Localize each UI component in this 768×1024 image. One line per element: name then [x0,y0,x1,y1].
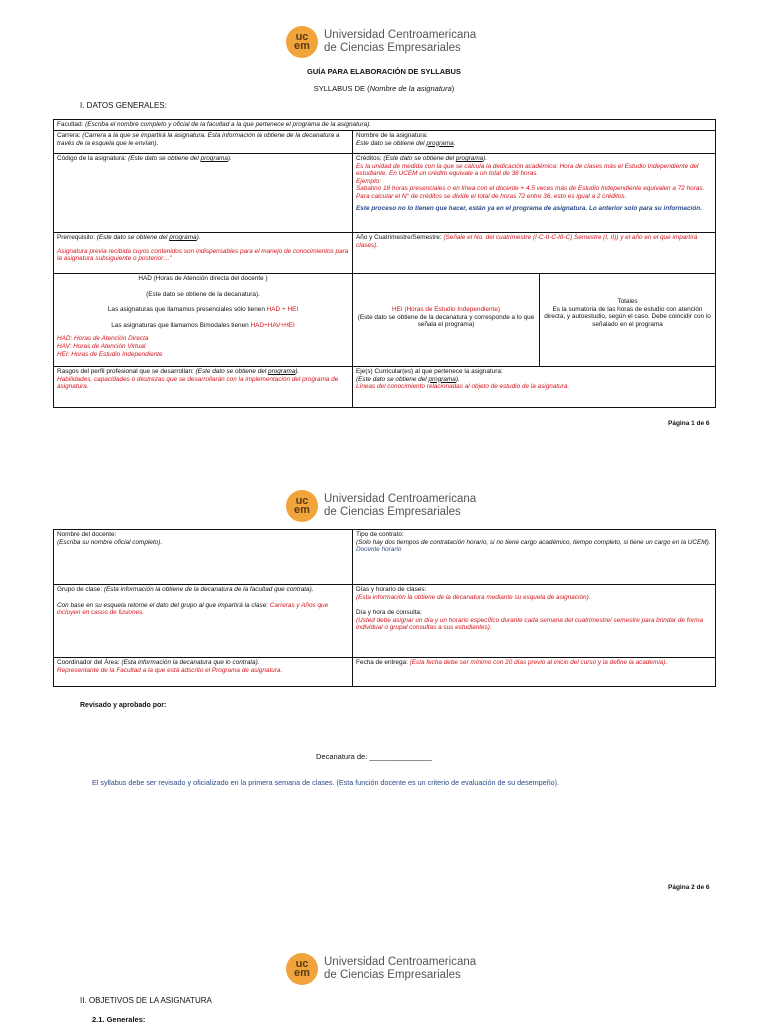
subsection-generales: 2.1. Generales: [92,1015,146,1024]
ucem-logo-icon: uc em [286,490,318,522]
cell-nombre-docente: Nombre del docente: (Escriba su nombre oficial completo). [53,529,353,585]
cell-eje-curricular: Eje(s) Curricular(es) al que pertenece la asignatura: (Este dato se obtiene del programa). Líneas del conocimiento relacionadas al objeto de estudio de la asignatura. [352,366,716,408]
cell-prerrequisito: Prerrequisito: (Este dato se obtiene del programa). Asignatura previa recibida cuyos contenidos son indispensables para el manejo de conocimientos para la asignatura subsiguiente o posterior…" [53,232,353,274]
logo-line-2: de Ciencias Empresariales [324,969,461,981]
logo-line-1: Universidad Centroamericana [324,956,477,968]
cell-anio-cuatrimestre: Año y Cuatrimestre/Semestre: (Señale el No. del cuatrimestre (I-C-II-C-III-C) Semestre (I, II)) y el año en el que impartirá clases). [352,232,716,274]
logo-line-1: Universidad Centroamericana [324,29,477,41]
cell-carrera: Carrera: (Carrera a la que se impartirá la asignatura. Esta información la obtiene de la decanatura a través de la esquela que le envían). [53,130,353,154]
cell-codigo: Código de la asignatura: (Este dato se obtiene del programa). [53,153,353,233]
section-heading-objetivos: II. OBJETIVOS DE LA ASIGNATURA [80,996,212,1005]
syllabus-note: El syllabus debe ser revisado y oficializado en la primera semana de clases. (Esta función docente es un criterio de evaluación de su desempeño). [92,778,560,787]
cell-dias-consulta: Días y horario de clases: (Esta información la obtiene de la decanatura mediante su esquela de asignación). Día y hora de consulta: (Usted debe asignar un día y un horario específico durante cada semana del cuatrimestre/ semestre para brindar de forma individual o grupal consultas a sus estudiantes). [352,584,716,658]
document-subtitle: SYLLABUS DE (Nombre de la asignatura) [313,84,455,93]
cell-rasgos-perfil: Rasgos del perfil profesional que se desarrollan: (Este dato se obtiene del programa). Habilidades, capacidades o destrezas que se desarrollarán con la implementación del programa de asignatura. [53,366,353,408]
ucem-logo-icon: uc em [286,26,318,58]
cell-grupo-clase: Grupo de clase: (Esta información la obtiene de la decanatura de la facultad que contrata). Con base en su esquela retome el dato del grupo al que impartirá la clase: Carreras y Años que incluyen en casos de fusiones. [53,584,353,658]
cell-totales: Totales Es la sumatoria de las horas de estudio con atención directa, y autoestudio, según el caso. Debe coincidir con lo señalado en el programa [539,273,716,367]
section-heading-datos-generales: I. DATOS GENERALES: [80,101,167,110]
university-logo-2 [286,490,476,522]
university-logo-3 [286,953,476,985]
cell-facultad: Facultad: (Escriba el nombre completo y oficial de la facultad a la que pertenece el programa de la asignatura). [53,119,716,131]
decanatura-line: Decanatura de: _______________ [316,752,432,761]
page-number-1: Página 1 de 6 [668,420,710,427]
logo-line-1: Universidad Centroamericana [324,493,477,505]
cell-nombre-asignatura: Nombre de la asignatura: Este dato se obtiene del programa. [352,130,716,154]
cell-tipo-contrato: Tipo de contrato: (Solo hay dos tiempos de contratación horario, si no tiene cargo académico, tiempo completo, si tiene un cargo en la UCEM). Docente horario [352,529,716,585]
university-logo [286,26,476,58]
cell-fecha-entrega: Fecha de entrega: (Esta fecha debe ser mínimo con 20 días previo al inicio del curso y la define la academia). [352,657,716,687]
revisado-label: Revisado y aprobado por: [80,702,167,709]
document-title: GUÍA PARA ELABORACIÓN DE SYLLABUS [307,67,461,76]
logo-line-2: de Ciencias Empresariales [324,506,461,518]
page-number-2: Página 2 de 6 [668,884,710,891]
cell-had: HAD (Horas de Atención directa del docente ) (Este dato se obtiene de la decanatura). Las asignaturas que llamamos presenciales sólo tienen HAD + HEI Las asignaturas que llamamos Bimodales tienen HAD+HAV+HEI HAD: Horas de Atención Directa HAV: Horas de Atención Virtual HEI: Horas de Estudio Independiente [53,273,353,367]
ucem-logo-icon: uc em [286,953,318,985]
cell-coordinador: Coordinador del Área: (Esta información la decanatura que lo contrata). Representante de la Facultad a la que está adscrito el Programa de asignatura. [53,657,353,687]
logo-line-2: de Ciencias Empresariales [324,42,461,54]
cell-creditos: Créditos: (Este dato se obtiene del programa). Es la unidad de medida con la que se calcula la dedicación académica: Hora de clases más el Estudio Independiente del estudiante. En UCEM un crédito equivale a un total de 36 horas. Ejemplo: Sabatino 18 horas presenciales o en línea con el docente + 4.5 veces más de Estudio Independiente equivalen a 72 horas. Para calcular el N° de créditos se divide el total de horas 72 entre 36, esto es igual a 2 créditos. Este proceso no lo tienen que hacer, están ya en el programa de asignatura. Lo anterior solo para su información. [352,153,716,233]
cell-hei: HEI (Horas de Estudio Independiente) (Este dato se obtiene de la decanatura y corresponde a lo que señala el programa) [352,273,540,367]
